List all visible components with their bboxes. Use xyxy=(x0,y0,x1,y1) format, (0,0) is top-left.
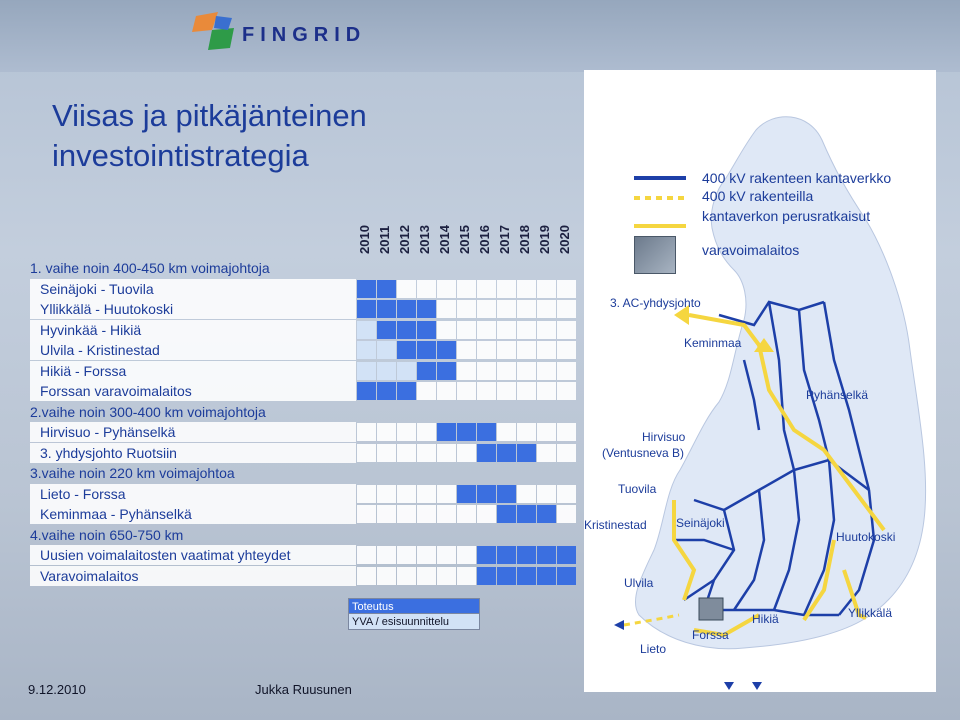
year-2018: 2018 xyxy=(517,225,532,254)
cell-empty xyxy=(437,505,456,523)
cell-toteutus xyxy=(497,444,516,462)
label-ulvila: Ulvila xyxy=(624,576,654,590)
cell-toteutus xyxy=(477,423,496,441)
cell-empty xyxy=(417,485,436,503)
phase-header-row xyxy=(30,525,570,545)
cell-empty xyxy=(417,444,436,462)
phase-header-row xyxy=(30,402,570,422)
reserve-plant-icon xyxy=(634,236,676,274)
project-row xyxy=(30,443,570,463)
cell-empty xyxy=(457,300,476,318)
cell-toteutus xyxy=(477,567,496,585)
year-2010: 2010 xyxy=(357,225,372,254)
cell-toteutus xyxy=(377,382,396,400)
cell-empty xyxy=(557,485,576,503)
label-kristinestad: Kristinestad xyxy=(584,518,647,532)
cell-empty xyxy=(357,444,376,462)
cell-empty xyxy=(537,423,556,441)
cell-empty xyxy=(517,341,536,359)
cell-empty xyxy=(437,567,456,585)
project-label: Keminmaa - Pyhänselkä xyxy=(30,504,356,524)
cell-empty xyxy=(397,423,416,441)
cell-empty xyxy=(417,280,436,298)
title-line-2: investointistrategia xyxy=(52,138,309,173)
cell-toteutus xyxy=(437,341,456,359)
label-ventusneva: (Ventusneva B) xyxy=(602,446,685,460)
cell-toteutus xyxy=(457,423,476,441)
project-label: Hyvinkää - Hikiä xyxy=(30,320,356,340)
cell-empty xyxy=(477,341,496,359)
cell-empty xyxy=(477,280,496,298)
cell-empty xyxy=(557,382,576,400)
cell-empty xyxy=(517,382,536,400)
label-lieto: Lieto xyxy=(640,642,667,656)
cell-empty xyxy=(457,505,476,523)
phase-label: 1. vaihe noin 400-450 km voimajohtoja xyxy=(30,260,270,276)
cell-empty xyxy=(357,505,376,523)
project-label: Varavoimalaitos xyxy=(30,566,356,586)
cell-empty xyxy=(417,546,436,564)
cell-empty xyxy=(357,567,376,585)
schedule-legend xyxy=(348,598,480,630)
project-row xyxy=(30,361,570,381)
year-2020: 2020 xyxy=(557,225,572,254)
cell-empty xyxy=(437,444,456,462)
cell-empty xyxy=(377,444,396,462)
phase-header-row xyxy=(30,258,570,278)
cell-empty xyxy=(417,423,436,441)
cell-empty xyxy=(397,485,416,503)
cell-empty xyxy=(457,546,476,564)
logo-text: FINGRID xyxy=(242,24,367,46)
cell-toteutus xyxy=(357,280,376,298)
label-tuovila: Tuovila xyxy=(618,482,657,496)
phase-label: 2.vaihe noin 300-400 km voimajohtoja xyxy=(30,403,266,420)
legend-plan: YVA / esisuunnittelu xyxy=(348,614,480,630)
cell-empty xyxy=(437,382,456,400)
project-label: Forssan varavoimalaitos xyxy=(30,381,356,401)
cell-toteutus xyxy=(417,341,436,359)
cell-empty xyxy=(417,567,436,585)
cell-empty xyxy=(497,280,516,298)
cell-empty xyxy=(517,485,536,503)
label-seinajoki: Seinäjoki xyxy=(676,516,725,530)
label-ac-link: 3. AC-yhdysjohto xyxy=(610,296,701,310)
legend-reserve: varavoimalaitos xyxy=(702,242,800,258)
cell-toteutus xyxy=(497,505,516,523)
cell-empty xyxy=(497,423,516,441)
project-row xyxy=(30,340,570,360)
cell-toteutus xyxy=(437,423,456,441)
cell-toteutus xyxy=(517,444,536,462)
cell-toteutus xyxy=(477,485,496,503)
cell-toteutus xyxy=(357,382,376,400)
cell-empty xyxy=(477,321,496,339)
cell-empty xyxy=(457,362,476,380)
legend-existing: 400 kV rakenteen kantaverkko xyxy=(702,170,892,186)
cell-empty xyxy=(557,444,576,462)
cell-empty xyxy=(537,280,556,298)
cell-toteutus xyxy=(537,567,556,585)
project-row xyxy=(30,566,570,586)
label-hirvisuo: Hirvisuo xyxy=(642,430,686,444)
cell-empty xyxy=(497,382,516,400)
label-yllikkala: Yllikkälä xyxy=(848,606,893,620)
cell-toteutus xyxy=(497,567,516,585)
cell-empty xyxy=(377,567,396,585)
cell-toteutus xyxy=(517,567,536,585)
cell-yva xyxy=(357,362,376,380)
cell-empty xyxy=(437,546,456,564)
cell-empty xyxy=(417,505,436,523)
year-2017: 2017 xyxy=(497,225,512,254)
cell-empty xyxy=(477,362,496,380)
project-row xyxy=(30,299,570,319)
project-row xyxy=(30,422,570,442)
cell-empty xyxy=(537,300,556,318)
cell-empty xyxy=(397,280,416,298)
year-2016: 2016 xyxy=(477,225,492,254)
cell-empty xyxy=(557,362,576,380)
project-row xyxy=(30,484,570,504)
cell-empty xyxy=(517,321,536,339)
cell-toteutus xyxy=(417,321,436,339)
cell-toteutus xyxy=(377,280,396,298)
label-pyhanselka: Pyhänselkä xyxy=(806,388,869,402)
phase-header-row xyxy=(30,463,570,483)
cell-empty xyxy=(537,382,556,400)
cell-toteutus xyxy=(477,546,496,564)
legend-done: Toteutus xyxy=(348,598,480,614)
project-label: Hirvisuo - Pyhänselkä xyxy=(30,422,356,442)
project-label: Seinäjoki - Tuovila xyxy=(30,279,356,299)
year-2013: 2013 xyxy=(417,225,432,254)
cell-empty xyxy=(397,505,416,523)
cell-empty xyxy=(417,382,436,400)
label-forssa: Forssa xyxy=(692,628,729,642)
cell-empty xyxy=(517,362,536,380)
cell-empty xyxy=(377,485,396,503)
cell-toteutus xyxy=(477,444,496,462)
cell-empty xyxy=(357,546,376,564)
cell-empty xyxy=(557,505,576,523)
project-row xyxy=(30,504,570,524)
cell-empty xyxy=(457,321,476,339)
project-label: Yllikkälä - Huutokoski xyxy=(30,299,356,319)
cell-empty xyxy=(537,444,556,462)
cell-empty xyxy=(457,280,476,298)
cell-empty xyxy=(457,567,476,585)
cell-empty xyxy=(437,300,456,318)
cell-empty xyxy=(477,382,496,400)
cell-empty xyxy=(557,321,576,339)
cell-empty xyxy=(557,300,576,318)
cell-empty xyxy=(477,505,496,523)
cell-empty xyxy=(457,444,476,462)
year-2014: 2014 xyxy=(437,225,452,254)
footer-author: Jukka Ruusunen xyxy=(255,682,352,697)
cell-empty xyxy=(457,341,476,359)
cell-toteutus xyxy=(397,341,416,359)
cell-toteutus xyxy=(497,546,516,564)
cell-toteutus xyxy=(437,362,456,380)
year-2012: 2012 xyxy=(397,225,412,254)
finland-map xyxy=(584,70,936,692)
cell-yva xyxy=(377,341,396,359)
cell-empty xyxy=(537,485,556,503)
reserve-plant-icons xyxy=(699,598,723,620)
cell-toteutus xyxy=(557,567,576,585)
cell-empty xyxy=(497,300,516,318)
cell-empty xyxy=(517,423,536,441)
year-2011: 2011 xyxy=(377,225,392,254)
cell-empty xyxy=(497,321,516,339)
cell-toteutus xyxy=(537,505,556,523)
cell-empty xyxy=(537,362,556,380)
cell-toteutus xyxy=(557,546,576,564)
cell-toteutus xyxy=(537,546,556,564)
cell-empty xyxy=(537,321,556,339)
cell-yva xyxy=(357,321,376,339)
label-keminmaa: Keminmaa xyxy=(684,336,742,350)
cell-empty xyxy=(437,321,456,339)
cell-empty xyxy=(497,362,516,380)
footer-date: 9.12.2010 xyxy=(28,682,86,697)
header-band xyxy=(0,0,960,72)
cell-empty xyxy=(377,546,396,564)
title-line-1: Viisas ja pitkäjänteinen xyxy=(52,98,367,133)
project-row xyxy=(30,320,570,340)
cell-yva xyxy=(357,341,376,359)
cell-empty xyxy=(357,423,376,441)
cell-toteutus xyxy=(357,300,376,318)
cell-empty xyxy=(397,546,416,564)
phase-label: 4.vaihe noin 650-750 km xyxy=(30,526,184,543)
cell-empty xyxy=(477,300,496,318)
page-title xyxy=(52,96,492,176)
cell-toteutus xyxy=(397,300,416,318)
project-row xyxy=(30,279,570,299)
project-row xyxy=(30,381,570,401)
cell-toteutus xyxy=(417,362,436,380)
project-label: Lieto - Forssa xyxy=(30,484,356,504)
cell-toteutus xyxy=(517,546,536,564)
cell-toteutus xyxy=(457,485,476,503)
project-label: Hikiä - Forssa xyxy=(30,361,356,381)
cell-empty xyxy=(517,280,536,298)
cell-toteutus xyxy=(517,505,536,523)
cell-empty xyxy=(497,341,516,359)
cell-yva xyxy=(377,362,396,380)
project-row xyxy=(30,545,570,565)
cell-empty xyxy=(397,444,416,462)
cell-empty xyxy=(397,567,416,585)
cell-empty xyxy=(557,341,576,359)
cell-yva xyxy=(397,362,416,380)
label-huutokoski: Huutokoski xyxy=(836,530,896,544)
cell-empty xyxy=(357,485,376,503)
cell-toteutus xyxy=(497,485,516,503)
grid-map xyxy=(584,70,936,692)
phase-label: 3.vaihe noin 220 km voimajohtoa xyxy=(30,465,235,481)
year-2015: 2015 xyxy=(457,225,472,254)
cell-empty xyxy=(437,485,456,503)
cell-empty xyxy=(517,300,536,318)
cell-empty xyxy=(457,382,476,400)
label-hikia: Hikiä xyxy=(752,612,779,626)
cell-toteutus xyxy=(377,300,396,318)
cell-toteutus xyxy=(417,300,436,318)
cell-empty xyxy=(437,280,456,298)
cell-empty xyxy=(557,423,576,441)
legend-solutions: kantaverkon perusratkaisut xyxy=(702,208,871,224)
cell-toteutus xyxy=(377,321,396,339)
project-label: Uusien voimalaitosten vaatimat yhteydet xyxy=(30,545,356,565)
legend-construction: 400 kV rakenteilla xyxy=(702,188,814,204)
cell-toteutus xyxy=(397,321,416,339)
cell-toteutus xyxy=(397,382,416,400)
project-label: Ulvila - Kristinestad xyxy=(30,340,356,360)
cell-empty xyxy=(377,423,396,441)
project-label: 3. yhdysjohto Ruotsiin xyxy=(30,443,356,463)
cell-empty xyxy=(537,341,556,359)
cell-empty xyxy=(557,280,576,298)
cell-empty xyxy=(377,505,396,523)
year-2019: 2019 xyxy=(537,225,552,254)
